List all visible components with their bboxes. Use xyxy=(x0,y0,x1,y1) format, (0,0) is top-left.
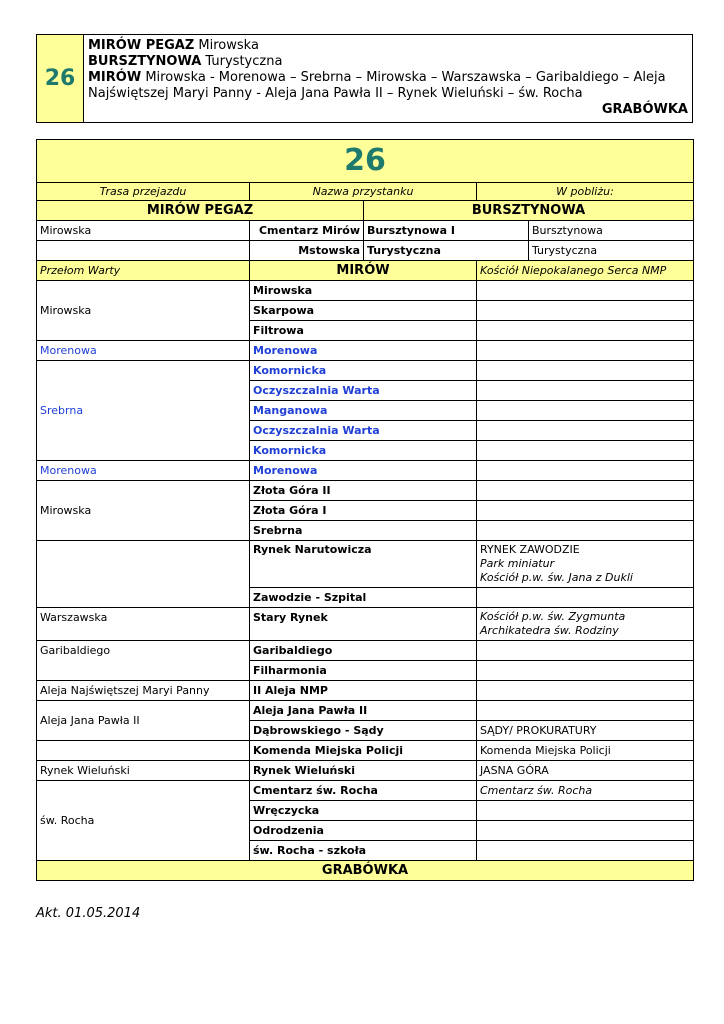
nearby-cell xyxy=(477,641,694,661)
stop-cell: Złota Góra II xyxy=(250,481,477,501)
nearby-item: Park miniatur xyxy=(480,557,555,570)
table-row xyxy=(37,608,694,641)
nearby-cell xyxy=(477,421,694,441)
table-row xyxy=(37,461,694,481)
route-cell: Srebrna xyxy=(37,361,250,461)
start-stop-1: MIRÓW PEGAZ xyxy=(88,38,195,53)
nearby-cell xyxy=(477,541,694,588)
nearby-cell xyxy=(477,821,694,841)
stop-cell: Srebrna xyxy=(250,521,477,541)
table-row xyxy=(37,781,694,801)
route-cell xyxy=(37,541,250,608)
nearby-cell xyxy=(477,841,694,861)
stop-cell: Komornicka xyxy=(250,361,477,381)
route-cell: Mirowska xyxy=(37,481,250,541)
stop-cell: Mirowska xyxy=(250,281,477,301)
nearby-cell: Turystyczna xyxy=(529,241,694,261)
stop-cell: Złota Góra I xyxy=(250,501,477,521)
nearby-item: Kościół p.w. św. Zygmunta xyxy=(480,610,626,623)
stop-cell: Morenowa xyxy=(250,461,477,481)
nearby-cell xyxy=(477,441,694,461)
stop-cell: św. Rocha - szkoła xyxy=(250,841,477,861)
section-mirow-pegaz: MIRÓW PEGAZ xyxy=(37,201,364,221)
nearby-cell xyxy=(477,381,694,401)
table-row xyxy=(37,741,694,761)
table-row xyxy=(37,261,694,281)
route-cell: Morenowa xyxy=(37,461,250,481)
nearby-cell xyxy=(477,588,694,608)
table-row xyxy=(37,341,694,361)
table-row xyxy=(37,541,694,588)
stop-cell: Morenowa xyxy=(250,341,477,361)
nearby-cell xyxy=(477,321,694,341)
nearby-cell: Bursztynowa xyxy=(529,221,694,241)
via-streets: Mirowska - Morenowa – Srebrna – Mirowska – Warszawska – Garibaldiego – Aleja Najświętszej Maryi Panny - Aleja Jana Pawła II – Rynek Wieluński – św. Rocha xyxy=(88,70,666,101)
stop-cell: Manganowa xyxy=(250,401,477,421)
route-summary-table xyxy=(36,34,693,123)
col-header-route: Trasa przejazdu xyxy=(37,183,250,201)
section-grabowka: GRABÓWKA xyxy=(37,861,694,881)
table-row xyxy=(37,641,694,661)
nearby-cell xyxy=(477,501,694,521)
start-street-2: Turystyczna xyxy=(201,54,283,69)
nearby-cell: Kościół Niepokalanego Serca NMP xyxy=(477,261,694,281)
nearby-cell xyxy=(477,521,694,541)
stop-cell: Stary Rynek xyxy=(250,608,477,641)
route-cell: Aleja Jana Pawła II xyxy=(37,701,250,741)
stop-cell: Zawodzie - Szpital xyxy=(250,588,477,608)
nearby-cell xyxy=(477,608,694,641)
route-cell: Warszawska xyxy=(37,608,250,641)
stop-cell: Aleja Jana Pawła II xyxy=(250,701,477,721)
stop-cell: Filtrowa xyxy=(250,321,477,341)
stop-cell: II Aleja NMP xyxy=(250,681,477,701)
table-row xyxy=(37,281,694,301)
end-stop: GRABÓWKA xyxy=(601,102,688,117)
route-cell: Garibaldiego xyxy=(37,641,250,681)
stop-cell: Odrodzenia xyxy=(250,821,477,841)
nearby-item: RYNEK ZAWODZIE xyxy=(480,543,580,556)
updated-date: Akt. 01.05.2014 xyxy=(36,906,141,921)
start-stop-2: BURSZTYNOWA xyxy=(88,54,202,69)
stop-cell: Komornicka xyxy=(250,441,477,461)
table-row xyxy=(37,761,694,781)
table-row xyxy=(37,701,694,721)
table-row xyxy=(37,481,694,501)
nearby-cell: Komenda Miejska Policji xyxy=(477,741,694,761)
section-mirow: MIRÓW xyxy=(250,261,477,281)
col-header-stop: Nazwa przystanku xyxy=(250,183,477,201)
table-row xyxy=(37,681,694,701)
stop-cell: Cmentarz Mirów xyxy=(250,221,364,241)
route-description xyxy=(84,35,693,123)
stop-cell: Dąbrowskiego - Sądy xyxy=(250,721,477,741)
route-cell: Morenowa xyxy=(37,341,250,361)
nearby-cell xyxy=(477,401,694,421)
route-cell: św. Rocha xyxy=(37,781,250,861)
route-cell xyxy=(37,741,250,761)
nearby-cell xyxy=(477,281,694,301)
stops-table xyxy=(36,139,694,881)
nearby-cell: JASNA GÓRA xyxy=(477,761,694,781)
nearby-cell xyxy=(477,681,694,701)
nearby-item: Archikatedra św. Rodziny xyxy=(480,624,619,637)
nearby-item: Kościół p.w. św. Jana z Dukli xyxy=(480,571,633,584)
route-cell: Mirowska xyxy=(37,221,250,241)
stop-cell: Turystyczna xyxy=(364,241,529,261)
stop-cell: Skarpowa xyxy=(250,301,477,321)
col-header-nearby: W pobliżu: xyxy=(477,183,694,201)
nearby-cell xyxy=(477,701,694,721)
stop-cell: Oczyszczalnia Warta xyxy=(250,421,477,441)
stop-cell: Filharmonia xyxy=(250,661,477,681)
stop-cell: Mstowska xyxy=(250,241,364,261)
nearby-cell xyxy=(477,341,694,361)
nearby-cell xyxy=(477,361,694,381)
section-bursztynowa: BURSZTYNOWA xyxy=(364,201,694,221)
route-cell: Przełom Warty xyxy=(37,261,250,281)
table-row xyxy=(37,361,694,381)
via-stop: MIRÓW xyxy=(88,70,142,85)
nearby-cell xyxy=(477,801,694,821)
table-row xyxy=(37,221,694,241)
route-cell: Mirowska xyxy=(37,281,250,341)
stop-cell: Komenda Miejska Policji xyxy=(250,741,477,761)
nearby-cell xyxy=(477,301,694,321)
start-street-1: Mirowska xyxy=(194,38,259,53)
stop-cell: Bursztynowa I xyxy=(364,221,529,241)
stop-cell: Garibaldiego xyxy=(250,641,477,661)
nearby-cell xyxy=(477,481,694,501)
stop-cell: Cmentarz św. Rocha xyxy=(250,781,477,801)
nearby-cell xyxy=(477,661,694,681)
route-summary xyxy=(36,34,693,123)
nearby-cell: SĄDY/ PROKURATURY xyxy=(477,721,694,741)
nearby-cell: Cmentarz św. Rocha xyxy=(477,781,694,801)
route-number: 26 xyxy=(37,35,84,123)
table-row xyxy=(37,241,694,261)
route-cell: Rynek Wieluński xyxy=(37,761,250,781)
stop-cell: Rynek Narutowicza xyxy=(250,541,477,588)
stop-cell: Rynek Wieluński xyxy=(250,761,477,781)
nearby-cell xyxy=(477,461,694,481)
route-cell: Aleja Najświętszej Maryi Panny xyxy=(37,681,250,701)
stop-cell: Wręczycka xyxy=(250,801,477,821)
route-cell xyxy=(37,241,250,261)
stop-cell: Oczyszczalnia Warta xyxy=(250,381,477,401)
table-route-number: 26 xyxy=(37,140,694,183)
